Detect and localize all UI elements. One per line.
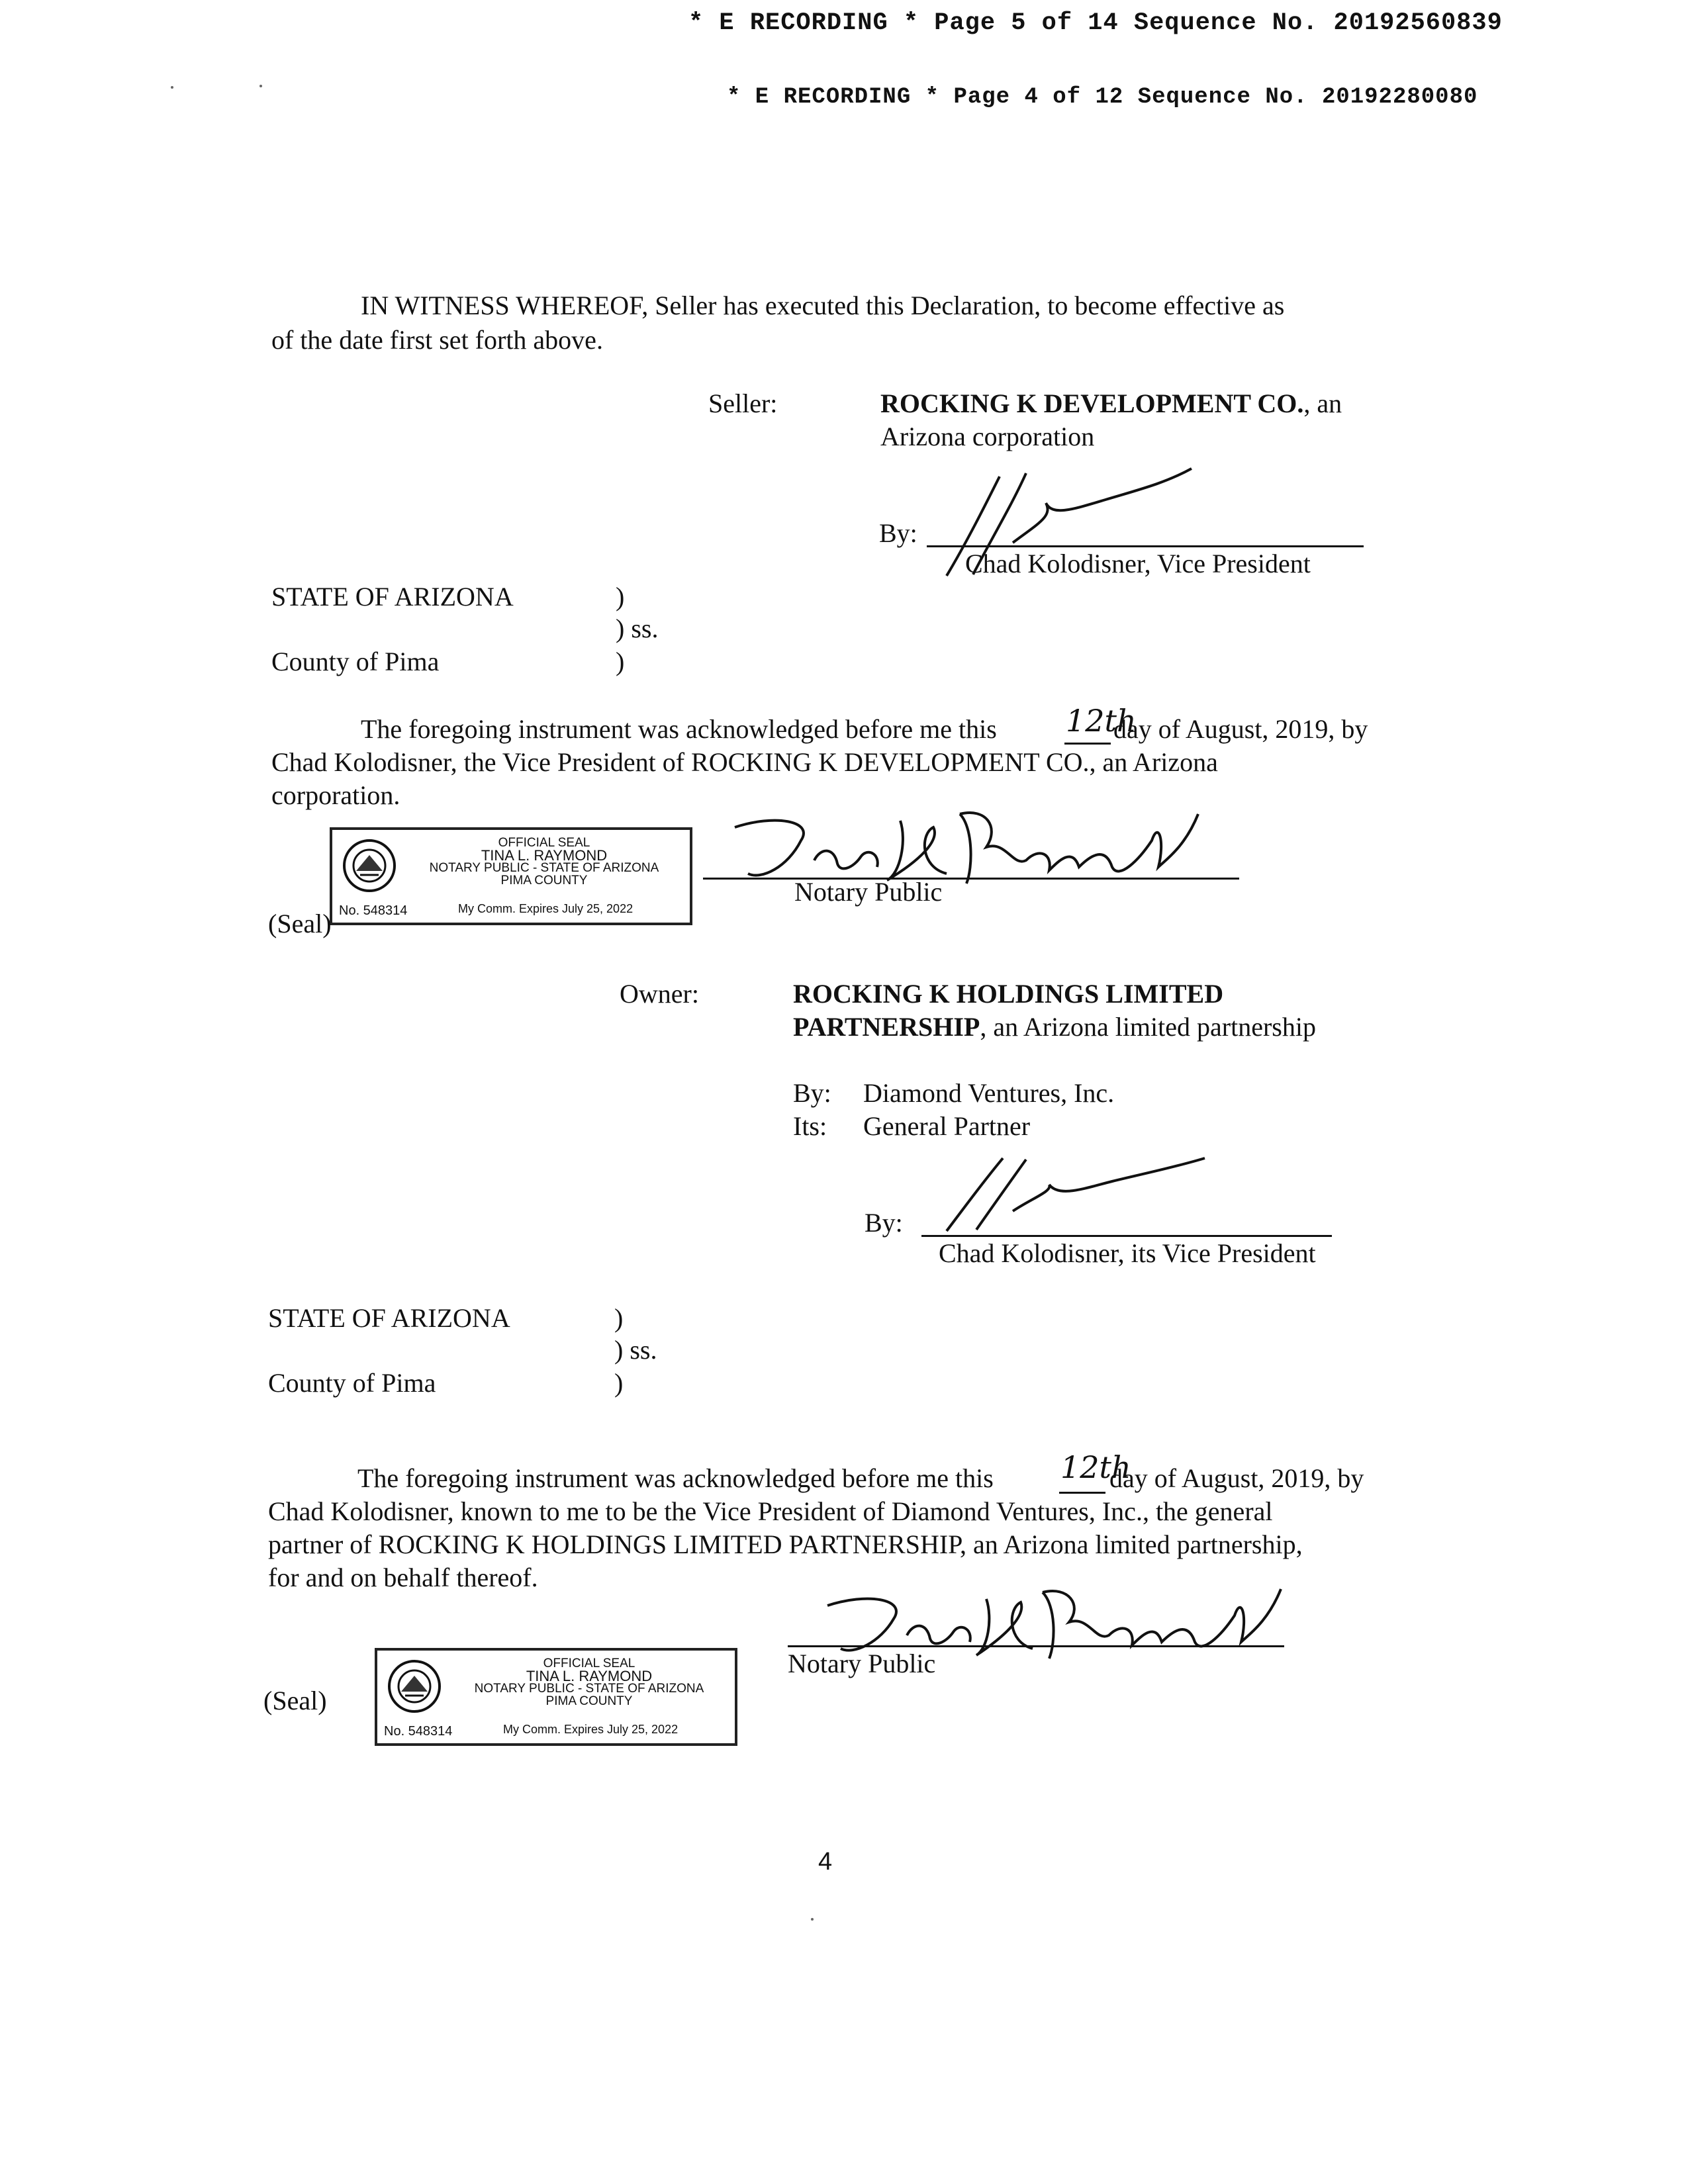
scan-speck xyxy=(171,86,173,89)
recording-header-secondary: * E RECORDING * Page 4 of 12 Sequence No. 20192280080 xyxy=(727,85,1478,110)
owner-by-label: By: xyxy=(793,1078,831,1108)
seller-label: Seller: xyxy=(708,388,778,418)
notary1-county: County of Pima xyxy=(271,647,440,676)
seller-company-name: ROCKING K DEVELOPMENT CO. xyxy=(880,388,1304,418)
notary1-ack-line2: Chad Kolodisner, the Vice President of ROCKING K DEVELOPMENT CO., an Arizona xyxy=(271,747,1218,777)
notary1-seal-stamp xyxy=(330,827,692,925)
scan-speck xyxy=(811,1918,814,1921)
notary2-state: STATE OF ARIZONA xyxy=(268,1303,510,1333)
seal-notary-name: TINA L. RAYMOND xyxy=(481,847,608,864)
seal-commission-expires: My Comm. Expires July 25, 2022 xyxy=(458,902,633,915)
notary2-county: County of Pima xyxy=(268,1368,436,1398)
owner-signature xyxy=(940,1152,1218,1238)
seal-official-label: OFFICIAL SEAL xyxy=(543,1657,635,1670)
recording-header-primary: * E RECORDING * Page 5 of 14 Sequence No. 20192560839 xyxy=(688,9,1503,37)
owner-signer-name: Chad Kolodisner, its Vice President xyxy=(939,1238,1316,1268)
notary2-ss: ) ss. xyxy=(614,1335,657,1365)
notary2-ack-part2: day of August, 2019, by xyxy=(1109,1463,1364,1493)
notary1-paren-3: ) xyxy=(616,647,625,676)
seal-notary-name: TINA L. RAYMOND xyxy=(526,1668,653,1684)
notary2-seal-label: (Seal) xyxy=(263,1686,327,1715)
seal-commission-expires: My Comm. Expires July 25, 2022 xyxy=(503,1723,679,1736)
owner-company-partnership: PARTNERSHIP xyxy=(793,1012,980,1042)
notary2-day-line xyxy=(1059,1492,1105,1494)
notary1-ack-part1: The foregoing instrument was acknowledged before me this xyxy=(361,714,997,744)
witness-line-1: IN WITNESS WHEREOF, Seller has executed this Declaration, to become effective as xyxy=(361,291,1285,320)
notary1-seal-label: (Seal) xyxy=(268,909,332,938)
notary2-day-handwritten: 12th xyxy=(1060,1449,1131,1485)
page-number: 4 xyxy=(818,1848,833,1876)
seal-county: PIMA COUNTY xyxy=(545,1694,633,1708)
seal-county: PIMA COUNTY xyxy=(500,874,588,887)
notary2-ack-line4: for and on behalf thereof. xyxy=(268,1563,538,1592)
seal-text-block xyxy=(405,837,683,887)
notary1-ss: ) ss. xyxy=(616,614,659,643)
notary1-day-line xyxy=(1064,743,1111,745)
notary2-ack-line2: Chad Kolodisner, known to me to be the Vice President of Diamond Ventures, Inc., the general xyxy=(268,1496,1273,1526)
owner-company-type: , an Arizona limited partnership xyxy=(980,1012,1316,1042)
seller-by-label: By: xyxy=(879,518,917,548)
owner-by-value: Diamond Ventures, Inc. xyxy=(863,1078,1115,1108)
owner-label: Owner: xyxy=(620,979,699,1009)
notary1-paren-1: ) xyxy=(616,582,625,612)
notary1-ack-line3: corporation. xyxy=(271,780,400,810)
witness-line-2: of the date first set forth above. xyxy=(271,325,603,355)
owner-company-line-2 xyxy=(793,1010,1316,1044)
seller-company-suffix: , an xyxy=(1303,388,1342,418)
notary2-seal-stamp xyxy=(375,1648,737,1746)
seal-official-label: OFFICIAL SEAL xyxy=(498,836,590,850)
owner-its-value: General Partner xyxy=(863,1111,1031,1141)
seal-commission-number: No. 548314 xyxy=(339,903,408,918)
notary1-title: Notary Public xyxy=(794,877,943,907)
notary1-day-handwritten: 12th xyxy=(1066,703,1137,739)
seller-signer-name: Chad Kolodisner, Vice President xyxy=(965,549,1311,578)
seal-notary-title: NOTARY PUBLIC - STATE OF ARIZONA xyxy=(474,1682,704,1696)
state-seal-emblem-icon xyxy=(342,838,397,893)
owner-by2-label: By: xyxy=(865,1208,903,1238)
notary2-paren-3: ) xyxy=(614,1368,624,1398)
owner-company-line-1: ROCKING K HOLDINGS LIMITED xyxy=(793,979,1224,1009)
notary2-title: Notary Public xyxy=(788,1649,936,1678)
notary1-state: STATE OF ARIZONA xyxy=(271,582,514,612)
seal-text-block xyxy=(450,1657,728,1707)
seal-notary-title: NOTARY PUBLIC - STATE OF ARIZONA xyxy=(429,861,659,875)
notary1-ack-part2: day of August, 2019, by xyxy=(1113,714,1368,744)
notary2-paren-1: ) xyxy=(614,1303,624,1333)
scan-speck xyxy=(259,85,262,87)
seal-commission-number: No. 548314 xyxy=(384,1724,453,1739)
state-seal-emblem-icon xyxy=(387,1659,442,1714)
seller-company xyxy=(880,387,1342,421)
owner-its-label: Its: xyxy=(793,1111,827,1141)
notary2-ack-part1: The foregoing instrument was acknowledged before me this xyxy=(357,1463,994,1493)
notary2-ack-line3: partner of ROCKING K HOLDINGS LIMITED PARTNERSHIP, an Arizona limited partnership, xyxy=(268,1529,1303,1559)
seller-company-type: Arizona corporation xyxy=(880,422,1095,451)
